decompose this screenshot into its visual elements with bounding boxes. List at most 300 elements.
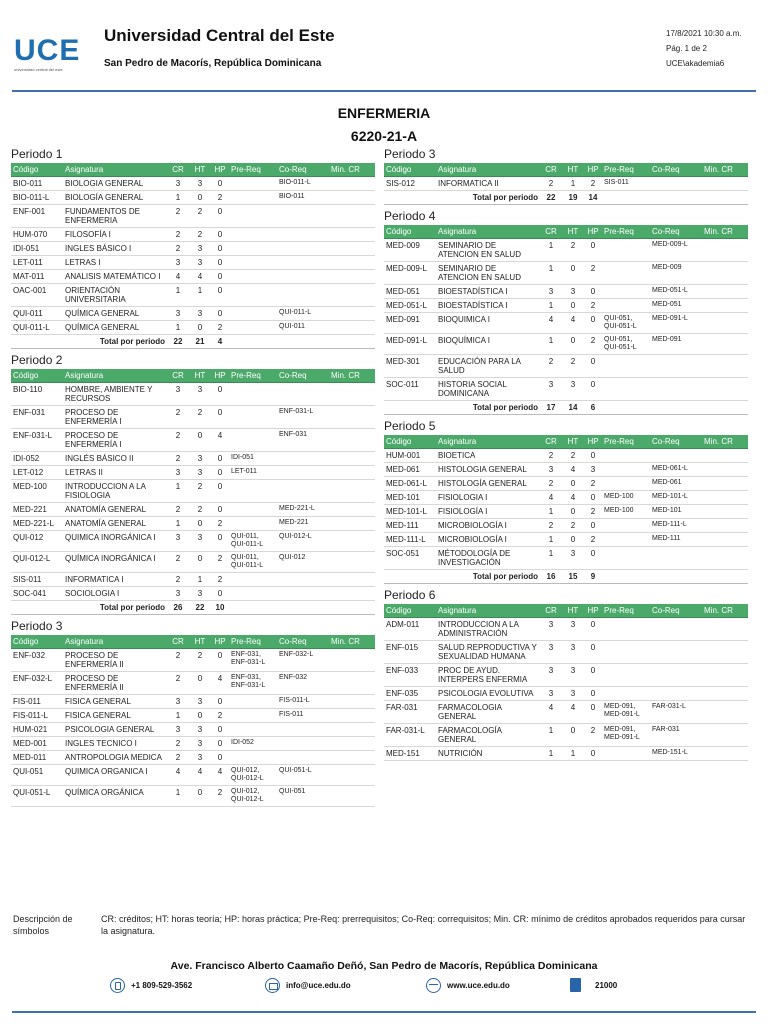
- period-gap: [384, 761, 748, 764]
- cell-code: MED-091: [384, 313, 436, 334]
- cell-code: BIO-110: [11, 383, 63, 406]
- cell-name: INFORMATICA II: [436, 177, 540, 191]
- cell-min: [329, 695, 375, 709]
- cell-code: ENF-015: [384, 641, 436, 664]
- total-spacer: [11, 601, 63, 615]
- program-title: ENFERMERIA: [337, 105, 431, 121]
- cell-ht: 3: [562, 641, 584, 664]
- cell-ht: 3: [189, 307, 211, 321]
- cell-name: BIOESTADÍSTICA I: [436, 299, 540, 313]
- period-title: Periodo 4: [384, 209, 436, 223]
- cell-pre: QUI-012, QUI-012-L: [229, 786, 277, 807]
- table-row: [11, 503, 375, 517]
- cell-code: OAC-001: [11, 284, 63, 307]
- cell-pre: [602, 687, 650, 701]
- table-row: [384, 177, 748, 191]
- cell-ht: 3: [189, 177, 211, 191]
- cell-hp: 0: [584, 618, 602, 641]
- cell-min: [702, 641, 748, 664]
- cell-hp: 0: [584, 285, 602, 299]
- footer-web: [426, 978, 510, 993]
- cell-min: [702, 313, 748, 334]
- column-header-asignatura: Asignatura: [436, 435, 540, 449]
- cell-pre: [229, 205, 277, 228]
- total-hp: 9: [584, 570, 602, 584]
- cell-code: LET-011: [11, 256, 63, 270]
- cell-code: SIS-012: [384, 177, 436, 191]
- cell-code: ADM-011: [384, 618, 436, 641]
- cell-pre: QUI-051, QUI-051-L: [602, 334, 650, 355]
- cell-ht: 3: [562, 664, 584, 687]
- cell-pre: [229, 709, 277, 723]
- cell-cr: 2: [167, 228, 189, 242]
- column-header-hp: HP: [211, 369, 229, 383]
- website: www.uce.edu.do: [447, 981, 510, 990]
- cell-code: MED-011: [11, 751, 63, 765]
- cell-min: [702, 547, 748, 570]
- cell-pre: [229, 587, 277, 601]
- cell-code: ENF-033: [384, 664, 436, 687]
- table-header-row: [384, 604, 748, 618]
- table-row: [384, 449, 748, 463]
- curriculum-table: [384, 163, 748, 205]
- cell-min: [702, 449, 748, 463]
- cell-min: [329, 531, 375, 552]
- cell-hp: 2: [584, 177, 602, 191]
- cell-hp: 0: [211, 466, 229, 480]
- total-label: Total por periodo: [63, 335, 167, 349]
- column-header-mincr: Min. CR: [702, 435, 748, 449]
- column-header-coreq: Co-Req: [650, 435, 702, 449]
- column-header-cr: CR: [540, 225, 562, 239]
- cell-code: MED-061-L: [384, 477, 436, 491]
- mailbox-icon: [570, 978, 581, 992]
- cell-cr: 2: [167, 205, 189, 228]
- cell-cr: 2: [167, 452, 189, 466]
- cell-hp: 0: [211, 284, 229, 307]
- cell-pre: [602, 477, 650, 491]
- curriculum-table: [384, 225, 748, 415]
- cell-ht: 3: [562, 687, 584, 701]
- cell-co: [650, 641, 702, 664]
- cell-cr: 1: [540, 262, 562, 285]
- cell-co: MED-051-L: [650, 285, 702, 299]
- total-empty: [602, 401, 650, 415]
- cell-co: [277, 256, 329, 270]
- total-hp: 4: [211, 335, 229, 349]
- column-header-asignatura: Asignatura: [436, 163, 540, 177]
- total-label: Total por periodo: [63, 601, 167, 615]
- cell-name: INFORMATICA I: [63, 573, 167, 587]
- total-ht: 15: [562, 570, 584, 584]
- column-header-codigo: Código: [384, 163, 436, 177]
- cell-pre: [229, 242, 277, 256]
- cell-cr: 4: [167, 270, 189, 284]
- cell-code: QUI-012-L: [11, 552, 63, 573]
- legend-label: Descripción de símbolos: [13, 914, 73, 936]
- cell-hp: 3: [584, 463, 602, 477]
- cell-hp: 2: [211, 573, 229, 587]
- cell-hp: 0: [211, 649, 229, 672]
- cell-hp: 0: [211, 737, 229, 751]
- cell-co: ENF-031-L: [277, 406, 329, 429]
- cell-hp: 2: [584, 262, 602, 285]
- cell-name: QUIMICA ORGANICA I: [63, 765, 167, 786]
- cell-ht: 0: [562, 477, 584, 491]
- column-header-codigo: Código: [384, 225, 436, 239]
- cell-name: FISIOLOGIA I: [436, 491, 540, 505]
- phone-number: +1 809-529-3562: [131, 981, 193, 990]
- cell-cr: 2: [540, 477, 562, 491]
- right-column: [384, 146, 748, 764]
- cell-pre: [229, 695, 277, 709]
- cell-cr: 2: [167, 573, 189, 587]
- cell-hp: 0: [211, 205, 229, 228]
- cell-cr: 3: [540, 641, 562, 664]
- total-empty: [650, 401, 702, 415]
- table-row: [11, 228, 375, 242]
- cell-hp: 4: [211, 672, 229, 695]
- table-row: [384, 641, 748, 664]
- cell-hp: 0: [211, 256, 229, 270]
- period-title: Periodo 6: [384, 588, 436, 602]
- table-row: [11, 307, 375, 321]
- cell-cr: 3: [167, 256, 189, 270]
- cell-cr: 1: [167, 786, 189, 807]
- cell-pre: [229, 503, 277, 517]
- cell-code: SOC-011: [384, 378, 436, 401]
- cell-name: FILOSOFÍA I: [63, 228, 167, 242]
- column-header-cr: CR: [540, 435, 562, 449]
- cell-code: QUI-051-L: [11, 786, 63, 807]
- column-header-coreq: Co-Req: [277, 369, 329, 383]
- cell-ht: 0: [189, 517, 211, 531]
- table-row: [384, 701, 748, 724]
- cell-co: [277, 270, 329, 284]
- column-header-cr: CR: [540, 163, 562, 177]
- cell-cr: 1: [167, 321, 189, 335]
- cell-cr: 2: [540, 355, 562, 378]
- cell-pre: [229, 191, 277, 205]
- cell-name: INGLES BÁSICO I: [63, 242, 167, 256]
- cell-code: MED-001: [11, 737, 63, 751]
- cell-pre: QUI-011, QUI-011-L: [229, 531, 277, 552]
- cell-hp: 2: [211, 191, 229, 205]
- logo-letters: UCE: [14, 34, 81, 67]
- page-number: Pág. 1 de 2: [666, 44, 707, 53]
- table-row: [11, 480, 375, 503]
- report-meta: [666, 26, 742, 71]
- cell-cr: 1: [540, 547, 562, 570]
- table-row: [11, 695, 375, 709]
- cell-ht: 0: [562, 334, 584, 355]
- cell-code: MED-091-L: [384, 334, 436, 355]
- cell-ht: 4: [562, 463, 584, 477]
- cell-name: QUÍMICA GENERAL: [63, 321, 167, 335]
- column-header-cr: CR: [167, 635, 189, 649]
- total-cr: 16: [540, 570, 562, 584]
- cell-pre: MED-100: [602, 491, 650, 505]
- cell-ht: 0: [189, 321, 211, 335]
- cell-co: MED-111-L: [650, 519, 702, 533]
- cell-min: [329, 480, 375, 503]
- cell-min: [702, 724, 748, 747]
- cell-min: [329, 466, 375, 480]
- column-header-prereq: Pre-Req: [602, 604, 650, 618]
- cell-pre: [602, 355, 650, 378]
- cell-code: MED-151: [384, 747, 436, 761]
- table-header-row: [384, 163, 748, 177]
- table-row: [11, 517, 375, 531]
- cell-name: BIOLOGÍA GENERAL: [63, 191, 167, 205]
- footer-divider: [12, 1011, 756, 1013]
- globe-icon: [426, 978, 441, 993]
- table-row: [11, 177, 375, 191]
- cell-ht: 4: [189, 765, 211, 786]
- cell-co: ENF-032-L: [277, 649, 329, 672]
- cell-ht: 0: [189, 552, 211, 573]
- total-spacer: [384, 191, 436, 205]
- cell-name: HISTORIA SOCIAL DOMINICANA: [436, 378, 540, 401]
- cell-hp: 0: [211, 480, 229, 503]
- cell-ht: 3: [562, 618, 584, 641]
- cell-name: FISIOLOGÍA I: [436, 505, 540, 519]
- cell-name: MICROBIOLOGÍA I: [436, 533, 540, 547]
- cell-name: NUTRICIÓN: [436, 747, 540, 761]
- cell-ht: 0: [189, 429, 211, 452]
- cell-code: SOC-041: [11, 587, 63, 601]
- cell-name: PROCESO DE ENFERMERÍA I: [63, 406, 167, 429]
- legend-text: CR: créditos; HT: horas teoría; HP: horas práctica; Pre-Req: prerrequisitos; Co-Req: correquisitos; Min. CR: mínimo de créditos aprobados requeridos para cursar la asignatura.: [101, 914, 746, 936]
- column-header-hp: HP: [584, 163, 602, 177]
- cell-cr: 2: [167, 649, 189, 672]
- cell-pre: LET-011: [229, 466, 277, 480]
- column-header-cr: CR: [167, 369, 189, 383]
- cell-min: [329, 270, 375, 284]
- table-row: [384, 262, 748, 285]
- column-header-prereq: Pre-Req: [229, 635, 277, 649]
- table-row: [11, 242, 375, 256]
- cell-code: MED-221-L: [11, 517, 63, 531]
- column-header-asignatura: Asignatura: [63, 163, 167, 177]
- cell-code: MED-061: [384, 463, 436, 477]
- cell-co: MED-221-L: [277, 503, 329, 517]
- cell-hp: 2: [211, 786, 229, 807]
- cell-code: HUM-070: [11, 228, 63, 242]
- cell-cr: 1: [540, 533, 562, 547]
- cell-min: [329, 242, 375, 256]
- cell-hp: 0: [584, 664, 602, 687]
- cell-min: [329, 709, 375, 723]
- cell-co: MED-101: [650, 505, 702, 519]
- column-header-ht: HT: [562, 163, 584, 177]
- cell-code: MED-221: [11, 503, 63, 517]
- cell-min: [702, 519, 748, 533]
- cell-ht: 3: [189, 695, 211, 709]
- cell-code: BIO-011: [11, 177, 63, 191]
- total-empty: [602, 191, 650, 205]
- university-name: Universidad Central del Este: [104, 26, 335, 45]
- total-empty: [277, 601, 329, 615]
- cell-co: [650, 177, 702, 191]
- cell-code: ENF-035: [384, 687, 436, 701]
- cell-cr: 3: [167, 723, 189, 737]
- cell-ht: 2: [189, 406, 211, 429]
- cell-pre: [229, 751, 277, 765]
- cell-co: [277, 242, 329, 256]
- cell-hp: 2: [211, 552, 229, 573]
- column-header-coreq: Co-Req: [650, 604, 702, 618]
- cell-co: [650, 547, 702, 570]
- cell-cr: 3: [167, 466, 189, 480]
- cell-co: [277, 284, 329, 307]
- cell-cr: 1: [540, 239, 562, 262]
- cell-name: QUÍMICA GENERAL: [63, 307, 167, 321]
- total-label: Total por periodo: [436, 570, 540, 584]
- cell-code: QUI-011-L: [11, 321, 63, 335]
- cell-co: [277, 723, 329, 737]
- table-row: [11, 270, 375, 284]
- cell-cr: 4: [540, 313, 562, 334]
- column-header-asignatura: Asignatura: [436, 225, 540, 239]
- cell-min: [702, 463, 748, 477]
- cell-name: PROCESO DE ENFERMERÍA II: [63, 672, 167, 695]
- cell-pre: [602, 449, 650, 463]
- cell-co: QUI-011: [277, 321, 329, 335]
- cell-ht: 2: [189, 649, 211, 672]
- cell-name: ANTROPOLOGIA MEDICA: [63, 751, 167, 765]
- column-header-prereq: Pre-Req: [602, 225, 650, 239]
- total-empty: [650, 191, 702, 205]
- cell-code: BIO-011-L: [11, 191, 63, 205]
- column-header-prereq: Pre-Req: [229, 369, 277, 383]
- column-header-codigo: Código: [11, 163, 63, 177]
- cell-ht: 3: [189, 587, 211, 601]
- cell-min: [329, 649, 375, 672]
- cell-code: QUI-011: [11, 307, 63, 321]
- table-row: [11, 466, 375, 480]
- table-row: [384, 687, 748, 701]
- cell-min: [329, 723, 375, 737]
- cell-ht: 4: [189, 270, 211, 284]
- cell-co: QUI-051-L: [277, 765, 329, 786]
- cell-ht: 3: [189, 751, 211, 765]
- cell-code: SOC-051: [384, 547, 436, 570]
- cell-cr: 2: [540, 449, 562, 463]
- total-row: [11, 335, 375, 349]
- column-header-hp: HP: [584, 435, 602, 449]
- total-ht: 21: [189, 335, 211, 349]
- cell-cr: 2: [167, 737, 189, 751]
- cell-code: ENF-032-L: [11, 672, 63, 695]
- table-row: [11, 383, 375, 406]
- cell-name: PROCESO DE ENFERMERÍA I: [63, 429, 167, 452]
- total-cr: 17: [540, 401, 562, 415]
- total-empty: [702, 401, 748, 415]
- curriculum-table: [11, 163, 375, 349]
- cell-name: SEMINARIO DE ATENCION EN SALUD: [436, 239, 540, 262]
- cell-min: [329, 307, 375, 321]
- table-row: [11, 531, 375, 552]
- cell-ht: 0: [562, 299, 584, 313]
- column-header-ht: HT: [189, 635, 211, 649]
- cell-min: [329, 765, 375, 786]
- cell-cr: 2: [167, 552, 189, 573]
- cell-hp: 0: [584, 378, 602, 401]
- cell-cr: 2: [540, 177, 562, 191]
- table-row: [11, 256, 375, 270]
- cell-cr: 1: [540, 724, 562, 747]
- cell-cr: 4: [540, 701, 562, 724]
- cell-pre: [229, 307, 277, 321]
- cell-min: [702, 533, 748, 547]
- cell-pre: [602, 519, 650, 533]
- table-row: [384, 724, 748, 747]
- cell-min: [329, 786, 375, 807]
- cell-cr: 3: [167, 177, 189, 191]
- cell-co: [650, 618, 702, 641]
- cell-name: INGLES TECNICO I: [63, 737, 167, 751]
- cell-cr: 2: [167, 503, 189, 517]
- cell-min: [702, 334, 748, 355]
- cell-ht: 2: [562, 355, 584, 378]
- column-header-asignatura: Asignatura: [436, 604, 540, 618]
- cell-code: MED-009-L: [384, 262, 436, 285]
- cell-ht: 0: [562, 724, 584, 747]
- cell-code: IDI-052: [11, 452, 63, 466]
- cell-hp: 0: [584, 641, 602, 664]
- period-title: Periodo 3: [11, 619, 63, 633]
- table-header-row: [11, 163, 375, 177]
- column-header-cr: CR: [540, 604, 562, 618]
- total-spacer: [11, 335, 63, 349]
- cell-min: [702, 505, 748, 519]
- cell-pre: SIS-011: [602, 177, 650, 191]
- total-ht: 14: [562, 401, 584, 415]
- column-header-codigo: Código: [384, 435, 436, 449]
- cell-cr: 3: [167, 383, 189, 406]
- cell-hp: 0: [211, 695, 229, 709]
- cell-min: [702, 491, 748, 505]
- column-header-codigo: Código: [11, 369, 63, 383]
- cell-min: [329, 406, 375, 429]
- cell-name: ANALISIS MATEMÁTICO I: [63, 270, 167, 284]
- cell-co: QUI-051: [277, 786, 329, 807]
- cell-ht: 3: [189, 531, 211, 552]
- column-header-mincr: Min. CR: [329, 635, 375, 649]
- cell-min: [702, 239, 748, 262]
- table-header-row: [384, 225, 748, 239]
- cell-hp: 2: [584, 477, 602, 491]
- cell-ht: 3: [189, 242, 211, 256]
- total-empty: [702, 570, 748, 584]
- cell-name: QUÍMICA ORGÁNICA: [63, 786, 167, 807]
- cell-min: [702, 285, 748, 299]
- table-row: [11, 786, 375, 807]
- cell-name: SALUD REPRODUCTIVA Y SEXUALIDAD HUMANA: [436, 641, 540, 664]
- cell-cr: 2: [540, 519, 562, 533]
- cell-code: MED-051-L: [384, 299, 436, 313]
- cell-co: MED-101-L: [650, 491, 702, 505]
- table-row: [11, 649, 375, 672]
- cell-pre: [602, 463, 650, 477]
- cell-co: FIS-011: [277, 709, 329, 723]
- cell-hp: 2: [584, 334, 602, 355]
- cell-name: FISICA GENERAL: [63, 695, 167, 709]
- cell-min: [329, 517, 375, 531]
- total-hp: 6: [584, 401, 602, 415]
- cell-code: QUI-012: [11, 531, 63, 552]
